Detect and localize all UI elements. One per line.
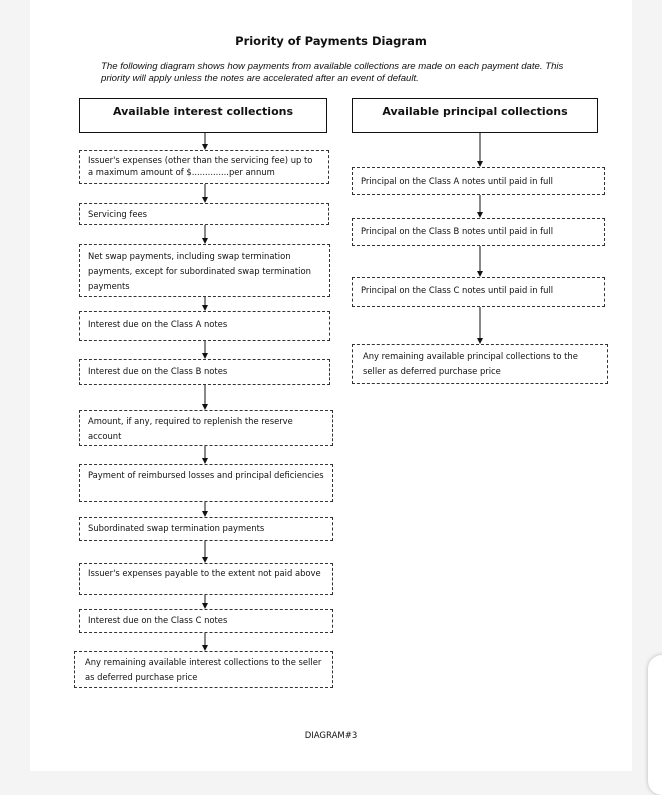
- interest-step-issuer-expenses: Issuer's expenses (other than the servicing fee) up to a maximum amount of $..............per annum: [79, 150, 329, 184]
- interest-step-issuer-expenses-remaining: Issuer's expenses payable to the extent not paid above: [79, 563, 333, 595]
- principal-step-class-c: Principal on the Class C notes until paid in full: [352, 277, 605, 307]
- diagram-intro: The following diagram shows how payments from available collections are made on each payment date. This priority will apply unless the notes are accelerated after an event of default.: [101, 61, 564, 84]
- principal-step-class-b: Principal on the Class B notes until paid in full: [352, 218, 605, 246]
- interest-step-subordinated-swap: Subordinated swap termination payments: [79, 517, 333, 541]
- interest-step-class-b-interest: Interest due on the Class B notes: [79, 359, 330, 385]
- interest-step-class-a-interest: Interest due on the Class A notes: [79, 311, 330, 341]
- header-principal: Available principal collections: [352, 98, 598, 133]
- interest-step-remaining-to-seller: Any remaining available interest collections to the seller as deferred purchase price: [74, 651, 333, 688]
- interest-step-reserve-account: Amount, if any, required to replenish the reserve account: [79, 410, 333, 446]
- interest-step-net-swap-payments: Net swap payments, including swap termination payments, except for subordinated swap termination payments: [79, 244, 330, 297]
- interest-step-class-c-interest: Interest due on the Class C notes: [79, 609, 333, 633]
- principal-step-remaining-to-seller: Any remaining available principal collections to the seller as deferred purchase price: [352, 344, 608, 384]
- interest-step-reimbursed-losses: Payment of reimbursed losses and principal deficiencies: [79, 464, 333, 502]
- interest-step-servicing-fees: Servicing fees: [79, 203, 329, 225]
- diagram-title: Priority of Payments Diagram: [235, 34, 427, 48]
- header-interest: Available interest collections: [79, 98, 327, 133]
- principal-step-class-a: Principal on the Class A notes until paid in full: [352, 167, 605, 195]
- diagram-caption: DIAGRAM#3: [304, 731, 358, 741]
